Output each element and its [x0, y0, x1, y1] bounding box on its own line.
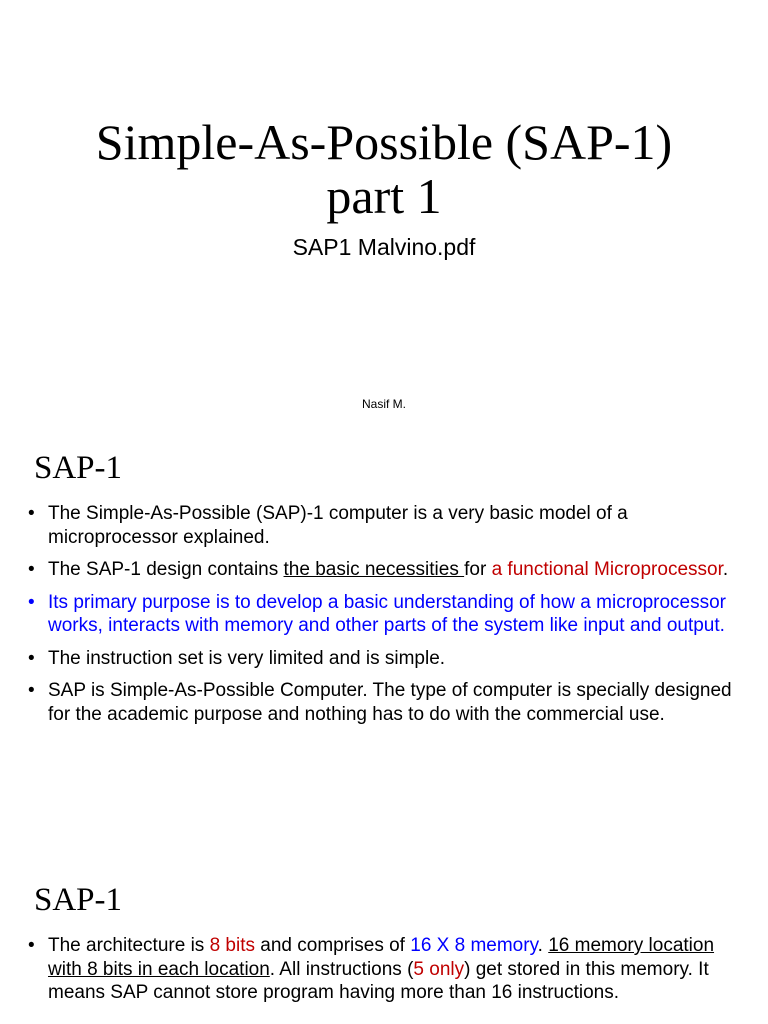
- content-slide-3: [0, 864, 768, 1024]
- bullet-item: [28, 502, 748, 549]
- bullet-text: The architecture is: [48, 935, 210, 956]
- bullet-item: [28, 591, 748, 638]
- highlight-red-text: a functional Microprocessor: [491, 559, 723, 580]
- bullet-dot-icon: •: [28, 647, 35, 669]
- bullet-dot-icon: •: [28, 503, 35, 524]
- bullet-dot-icon: •: [28, 935, 35, 956]
- bullet-text: . All instructions (: [269, 958, 414, 980]
- title-slide: [0, 0, 768, 432]
- bullet-list: [28, 502, 748, 735]
- bullet-text: and comprises of: [255, 935, 411, 956]
- title-line-2: part 1: [326, 168, 442, 224]
- bullet-text: ) get stored in this memory. It means SAP cannot store program having more than 16 instructions.: [48, 958, 709, 1003]
- bullet-list: [28, 934, 748, 1014]
- bullet-dot-icon: •: [28, 591, 35, 613]
- slide-heading: SAP-1: [34, 882, 123, 918]
- bullet-dot-icon: •: [28, 680, 35, 701]
- author: Nasif M.: [361, 397, 406, 411]
- bullet-text: The Simple-As-Possible (SAP)-1 computer is a very basic model of a microprocessor explained.: [48, 503, 628, 548]
- underlined-text: 16 memory location with 8 bits in each location: [48, 935, 715, 980]
- content-slide-2: [0, 432, 768, 864]
- bullet-text: The SAP-1 design contains: [48, 559, 284, 580]
- highlight-blue-text: 16 X 8 memory: [410, 935, 538, 956]
- bullet-text: for: [464, 559, 492, 580]
- bullet-item: [28, 934, 748, 1005]
- highlight-red-text: 5 only: [413, 958, 465, 980]
- slide-heading: SAP-1: [34, 450, 123, 486]
- title-line-1: Simple-As-Possible (SAP-1): [95, 114, 673, 170]
- bullet-dot-icon: •: [28, 559, 35, 580]
- bullet-text: .: [537, 935, 549, 956]
- bullet-item: [28, 647, 748, 671]
- bullet-item: [28, 558, 748, 582]
- bullet-text: .: [722, 559, 729, 580]
- bullet-text: SAP is Simple-As-Possible Computer. The type of computer is specially designed for the academic purpose and nothing has to do with the commercial use.: [48, 680, 732, 725]
- highlight-red-text: 8 bits: [209, 935, 255, 956]
- subtitle: SAP1 Malvino.pdf: [292, 234, 476, 260]
- bullet-text: The instruction set is very limited and is simple.: [48, 647, 446, 669]
- bullet-item: [28, 679, 748, 726]
- underlined-text: the basic necessities: [283, 559, 465, 580]
- highlight-blue-text: Its primary purpose is to develop a basic understanding of how a microprocessor works, interacts with memory and other parts of the system like input and output.: [48, 591, 727, 636]
